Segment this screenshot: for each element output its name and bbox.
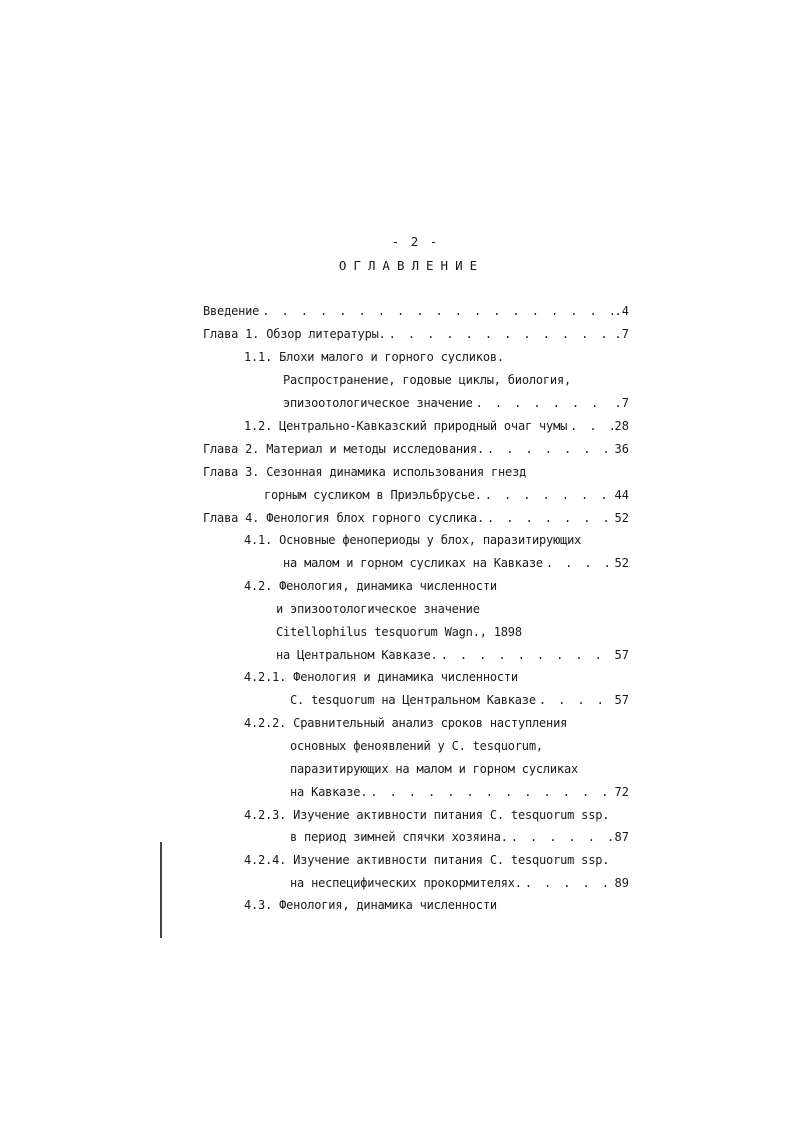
toc-entry-text: Глава 3. Сезонная динамика использования гнезд <box>203 465 527 479</box>
toc-leader-dots <box>511 827 613 847</box>
toc-entry <box>244 347 629 367</box>
toc-entry <box>290 690 629 710</box>
toc-page-number: 52 <box>614 556 629 570</box>
toc-leader-dots <box>370 782 612 802</box>
toc-entry <box>244 416 629 436</box>
toc-entry <box>203 462 629 482</box>
toc-entry-text: 1.2. Центрально-Кавказский природный очаг чумы <box>244 419 568 433</box>
toc-entry <box>290 736 629 756</box>
toc-entry-text: 4.2.4. Изучение активности питания C. tesquorum ssp. <box>244 853 610 867</box>
toc-entry-text: 4.1. Основные фенопериоды у блох, паразитирующих <box>244 533 582 547</box>
toc-leader-dots <box>485 485 613 505</box>
toc-entry-text: Введение <box>203 304 260 318</box>
toc-leader-dots <box>487 508 613 528</box>
toc-entry <box>290 759 629 779</box>
toc-entry-text: Citellophilus tesquorum Wagn., 1898 <box>276 625 522 639</box>
scan-margin-line <box>160 842 162 938</box>
toc-entry-text: в период зимней спячки хозяина. <box>290 830 508 844</box>
toc-entry-text: эпизоотологическое значение <box>283 396 473 410</box>
toc-entry <box>244 713 629 733</box>
toc-entry-text: Глава 2. Материал и методы исследования. <box>203 442 484 456</box>
toc-page-number: 44 <box>614 488 629 502</box>
toc-entry <box>203 439 629 459</box>
toc-entry <box>264 485 629 505</box>
toc-entry <box>203 301 629 321</box>
toc-entry <box>290 782 629 802</box>
toc-leader-dots <box>262 301 612 321</box>
toc-entry <box>244 530 629 550</box>
toc-entry-text: и эпизоотологическое значение <box>276 602 480 616</box>
toc-entry <box>244 576 629 596</box>
toc-page-number: 36 <box>614 442 629 456</box>
toc-entry-text: 4.2. Фенология, динамика численности <box>244 579 497 593</box>
toc-entry-text: 4.3. Фенология, динамика численности <box>244 898 497 912</box>
toc-leader-dots <box>546 553 613 573</box>
toc-leader-dots <box>487 439 613 459</box>
toc-entry <box>203 508 629 528</box>
toc-entry-text: на Кавказе. <box>290 785 368 799</box>
toc-page-number: 57 <box>614 648 629 662</box>
toc-page-number: 87 <box>614 830 629 844</box>
toc-entry <box>283 553 629 573</box>
toc-page-number: 57 <box>614 693 629 707</box>
toc-leader-dots <box>476 393 613 413</box>
toc-entry-text: C. tesquorum на Центральном Кавказе <box>290 693 536 707</box>
toc-page-number: 72 <box>614 785 629 799</box>
toc-page-number: 28 <box>614 419 629 433</box>
toc-leader-dots <box>539 690 613 710</box>
toc-entry-text: 4.2.1. Фенология и динамика численности <box>244 670 518 684</box>
toc-entry-text: на малом и горном сусликах на Кавказе <box>283 556 543 570</box>
toc-page-number: .4 <box>614 304 629 318</box>
toc-page-number: .7 <box>614 327 629 341</box>
toc-entry-text: Распространение, годовые циклы, биология, <box>283 373 572 387</box>
toc-leader-dots <box>441 645 613 665</box>
toc-entry <box>203 324 629 344</box>
toc-entry-text: 4.2.2. Сравнительный анализ сроков наступления <box>244 716 568 730</box>
toc-page-number: 89 <box>614 876 629 890</box>
toc-entry <box>244 805 629 825</box>
page-number: - 2 - <box>391 234 440 249</box>
toc-leader-dots <box>389 324 613 344</box>
toc-entry <box>283 393 629 413</box>
toc-leader-dots <box>525 873 613 893</box>
toc-entry-text: на неспецифических прокормителях. <box>290 876 522 890</box>
toc-entry <box>276 645 629 665</box>
toc-entry <box>244 850 629 870</box>
toc-entry <box>244 667 629 687</box>
toc-entry <box>276 622 629 642</box>
toc-entry <box>283 370 629 390</box>
toc-entry-text: 1.1. Блохи малого и горного сусликов. <box>244 350 504 364</box>
toc-entry-text: Глава 4. Фенология блох горного суслика. <box>203 511 484 525</box>
toc-entry <box>244 895 629 915</box>
toc-page-number: .7 <box>614 396 629 410</box>
toc-entry-text: на Центральном Кавказе. <box>276 648 438 662</box>
toc-page-number: 52 <box>614 511 629 525</box>
toc-entry <box>290 873 629 893</box>
toc-entry-text: Глава 1. Обзор литературы. <box>203 327 386 341</box>
toc-entry-text: 4.2.3. Изучение активности питания C. tesquorum ssp. <box>244 808 610 822</box>
toc-entry-text: паразитирующих на малом и горном сусликах <box>290 762 579 776</box>
toc-entry <box>290 827 629 847</box>
toc-entry <box>276 599 629 619</box>
toc-title: ОГЛАВЛЕНИЕ <box>338 258 485 273</box>
toc-entry-text: основных феноявлений у C. tesquorum, <box>290 739 543 753</box>
toc-entry-text: горным сусликом в Приэльбрусье. <box>264 488 482 502</box>
toc-leader-dots <box>570 416 612 436</box>
